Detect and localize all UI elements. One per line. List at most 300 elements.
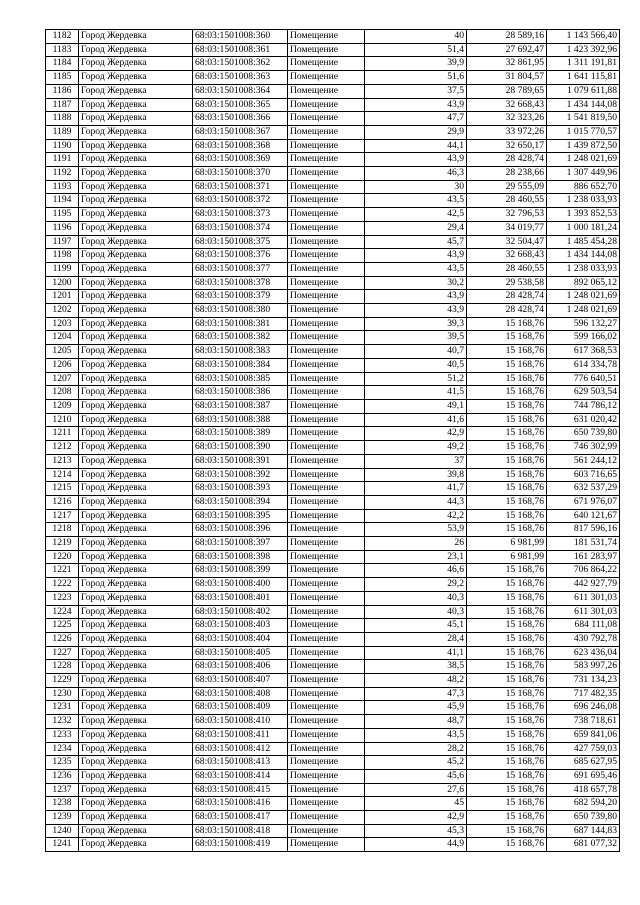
unit-value-cell: 15 168,76 (467, 619, 547, 633)
cadastral-value-cell: 682 594,20 (547, 797, 620, 811)
table-row (46, 797, 620, 811)
cadastral-value-cell: 671 976,07 (547, 495, 620, 509)
unit-value-cell: 15 168,76 (467, 701, 547, 715)
property-table (45, 29, 620, 852)
cadastral-value-cell: 1 248 021,69 (547, 304, 620, 318)
table-row (46, 454, 620, 468)
unit-value-cell: 32 323,26 (467, 112, 547, 126)
unit-value-cell: 15 168,76 (467, 468, 547, 482)
object-type-cell: Помещение (288, 523, 365, 537)
row-number-cell: 1189 (46, 125, 79, 139)
cadastral-value-cell: 1 485 454,28 (547, 235, 620, 249)
area-cell: 49,2 (365, 441, 467, 455)
unit-value-cell: 15 168,76 (467, 646, 547, 660)
table-row (46, 756, 620, 770)
cadastral-value-cell: 1 307 449,96 (547, 167, 620, 181)
row-number-cell: 1233 (46, 728, 79, 742)
table-row (46, 345, 620, 359)
area-cell: 51,6 (365, 71, 467, 85)
row-number-cell: 1183 (46, 43, 79, 57)
cadastral-value-cell: 1 238 033,93 (547, 194, 620, 208)
unit-value-cell: 15 168,76 (467, 578, 547, 592)
object-type-cell: Помещение (288, 591, 365, 605)
table-row (46, 276, 620, 290)
object-type-cell: Помещение (288, 153, 365, 167)
area-cell: 27,6 (365, 783, 467, 797)
cadastral-number-cell: 68:03:1501008:365 (193, 98, 288, 112)
cadastral-number-cell: 68:03:1501008:416 (193, 797, 288, 811)
locality-cell: Город Жердевка (79, 811, 193, 825)
cadastral-number-cell: 68:03:1501008:395 (193, 509, 288, 523)
object-type-cell: Помещение (288, 98, 365, 112)
table-row (46, 811, 620, 825)
object-type-cell: Помещение (288, 619, 365, 633)
locality-cell: Город Жердевка (79, 427, 193, 441)
row-number-cell: 1223 (46, 591, 79, 605)
object-type-cell: Помещение (288, 43, 365, 57)
cadastral-number-cell: 68:03:1501008:360 (193, 30, 288, 44)
row-number-cell: 1213 (46, 454, 79, 468)
table-row (46, 317, 620, 331)
area-cell: 28,2 (365, 742, 467, 756)
object-type-cell: Помещение (288, 208, 365, 222)
row-number-cell: 1240 (46, 824, 79, 838)
row-number-cell: 1235 (46, 756, 79, 770)
unit-value-cell: 15 168,76 (467, 564, 547, 578)
table-row (46, 468, 620, 482)
cadastral-number-cell: 68:03:1501008:419 (193, 838, 288, 852)
object-type-cell: Помещение (288, 769, 365, 783)
locality-cell: Город Жердевка (79, 687, 193, 701)
object-type-cell: Помещение (288, 112, 365, 126)
unit-value-cell: 6 981,99 (467, 550, 547, 564)
row-number-cell: 1208 (46, 386, 79, 400)
table-row (46, 701, 620, 715)
cadastral-number-cell: 68:03:1501008:388 (193, 413, 288, 427)
object-type-cell: Помещение (288, 824, 365, 838)
object-type-cell: Помещение (288, 290, 365, 304)
unit-value-cell: 15 168,76 (467, 756, 547, 770)
table-row (46, 619, 620, 633)
locality-cell: Город Жердевка (79, 399, 193, 413)
cadastral-value-cell: 659 841,06 (547, 728, 620, 742)
row-number-cell: 1239 (46, 811, 79, 825)
row-number-cell: 1198 (46, 249, 79, 263)
area-cell: 26 (365, 537, 467, 551)
cadastral-number-cell: 68:03:1501008:394 (193, 495, 288, 509)
unit-value-cell: 32 650,17 (467, 139, 547, 153)
unit-value-cell: 15 168,76 (467, 742, 547, 756)
cadastral-value-cell: 1 248 021,69 (547, 290, 620, 304)
cadastral-value-cell: 696 246,08 (547, 701, 620, 715)
unit-value-cell: 15 168,76 (467, 797, 547, 811)
area-cell: 28,4 (365, 632, 467, 646)
locality-cell: Город Жердевка (79, 249, 193, 263)
locality-cell: Город Жердевка (79, 824, 193, 838)
cadastral-number-cell: 68:03:1501008:417 (193, 811, 288, 825)
unit-value-cell: 28 789,65 (467, 84, 547, 98)
unit-value-cell: 15 168,76 (467, 769, 547, 783)
unit-value-cell: 15 168,76 (467, 824, 547, 838)
unit-value-cell: 15 168,76 (467, 331, 547, 345)
table-row (46, 399, 620, 413)
area-cell: 39,3 (365, 317, 467, 331)
cadastral-value-cell: 738 718,61 (547, 715, 620, 729)
cadastral-number-cell: 68:03:1501008:404 (193, 632, 288, 646)
locality-cell: Город Жердевка (79, 71, 193, 85)
unit-value-cell: 15 168,76 (467, 317, 547, 331)
cadastral-value-cell: 1 423 392,96 (547, 43, 620, 57)
cadastral-value-cell: 611 301,03 (547, 605, 620, 619)
cadastral-value-cell: 1 439 872,50 (547, 139, 620, 153)
locality-cell: Город Жердевка (79, 112, 193, 126)
area-cell: 45,9 (365, 701, 467, 715)
cadastral-number-cell: 68:03:1501008:367 (193, 125, 288, 139)
unit-value-cell: 32 668,43 (467, 249, 547, 263)
object-type-cell: Помещение (288, 537, 365, 551)
cadastral-number-cell: 68:03:1501008:391 (193, 454, 288, 468)
locality-cell: Город Жердевка (79, 262, 193, 276)
row-number-cell: 1227 (46, 646, 79, 660)
object-type-cell: Помещение (288, 441, 365, 455)
cadastral-value-cell: 1 541 819,50 (547, 112, 620, 126)
locality-cell: Город Жердевка (79, 139, 193, 153)
unit-value-cell: 15 168,76 (467, 386, 547, 400)
cadastral-value-cell: 650 739,80 (547, 427, 620, 441)
cadastral-value-cell: 744 786,12 (547, 399, 620, 413)
cadastral-number-cell: 68:03:1501008:382 (193, 331, 288, 345)
area-cell: 29,4 (365, 221, 467, 235)
area-cell: 45,2 (365, 756, 467, 770)
cadastral-value-cell: 599 166,02 (547, 331, 620, 345)
area-cell: 45,7 (365, 235, 467, 249)
cadastral-number-cell: 68:03:1501008:400 (193, 578, 288, 592)
area-cell: 42,9 (365, 811, 467, 825)
table-row (46, 427, 620, 441)
row-number-cell: 1212 (46, 441, 79, 455)
cadastral-number-cell: 68:03:1501008:389 (193, 427, 288, 441)
locality-cell: Город Жердевка (79, 372, 193, 386)
area-cell: 39,5 (365, 331, 467, 345)
cadastral-value-cell: 442 927,79 (547, 578, 620, 592)
cadastral-number-cell: 68:03:1501008:368 (193, 139, 288, 153)
locality-cell: Город Жердевка (79, 728, 193, 742)
area-cell: 39,9 (365, 57, 467, 71)
cadastral-number-cell: 68:03:1501008:396 (193, 523, 288, 537)
object-type-cell: Помещение (288, 194, 365, 208)
table-row (46, 180, 620, 194)
table-row (46, 167, 620, 181)
unit-value-cell: 15 168,76 (467, 811, 547, 825)
area-cell: 43,5 (365, 194, 467, 208)
cadastral-value-cell: 1 434 144,08 (547, 98, 620, 112)
cadastral-value-cell: 817 596,16 (547, 523, 620, 537)
object-type-cell: Помещение (288, 304, 365, 318)
locality-cell: Город Жердевка (79, 413, 193, 427)
row-number-cell: 1230 (46, 687, 79, 701)
area-cell: 40,3 (365, 591, 467, 605)
object-type-cell: Помещение (288, 125, 365, 139)
locality-cell: Город Жердевка (79, 167, 193, 181)
area-cell: 30 (365, 180, 467, 194)
table-body (46, 30, 620, 852)
area-cell: 47,7 (365, 112, 467, 126)
object-type-cell: Помещение (288, 660, 365, 674)
cadastral-value-cell: 650 739,80 (547, 811, 620, 825)
cadastral-value-cell: 632 537,29 (547, 482, 620, 496)
cadastral-number-cell: 68:03:1501008:385 (193, 372, 288, 386)
unit-value-cell: 15 168,76 (467, 482, 547, 496)
locality-cell: Город Жердевка (79, 331, 193, 345)
table-row (46, 249, 620, 263)
cadastral-value-cell: 687 144,83 (547, 824, 620, 838)
table-row (46, 331, 620, 345)
object-type-cell: Помещение (288, 358, 365, 372)
row-number-cell: 1206 (46, 358, 79, 372)
row-number-cell: 1190 (46, 139, 79, 153)
object-type-cell: Помещение (288, 632, 365, 646)
table-row (46, 783, 620, 797)
area-cell: 42,2 (365, 509, 467, 523)
object-type-cell: Помещение (288, 71, 365, 85)
object-type-cell: Помещение (288, 646, 365, 660)
unit-value-cell: 32 861,95 (467, 57, 547, 71)
cadastral-number-cell: 68:03:1501008:364 (193, 84, 288, 98)
document-page (45, 29, 620, 852)
object-type-cell: Помещение (288, 482, 365, 496)
table-row (46, 386, 620, 400)
row-number-cell: 1231 (46, 701, 79, 715)
object-type-cell: Помещение (288, 57, 365, 71)
cadastral-value-cell: 418 657,78 (547, 783, 620, 797)
cadastral-number-cell: 68:03:1501008:378 (193, 276, 288, 290)
object-type-cell: Помещение (288, 550, 365, 564)
object-type-cell: Помещение (288, 276, 365, 290)
unit-value-cell: 15 168,76 (467, 427, 547, 441)
cadastral-value-cell: 1 143 566,40 (547, 30, 620, 44)
area-cell: 40,7 (365, 345, 467, 359)
locality-cell: Город Жердевка (79, 317, 193, 331)
area-cell: 53,9 (365, 523, 467, 537)
table-row (46, 482, 620, 496)
locality-cell: Город Жердевка (79, 701, 193, 715)
table-row (46, 262, 620, 276)
cadastral-number-cell: 68:03:1501008:406 (193, 660, 288, 674)
area-cell: 38,5 (365, 660, 467, 674)
cadastral-number-cell: 68:03:1501008:380 (193, 304, 288, 318)
table-row (46, 194, 620, 208)
cadastral-number-cell: 68:03:1501008:363 (193, 71, 288, 85)
cadastral-value-cell: 617 368,53 (547, 345, 620, 359)
cadastral-value-cell: 161 283,97 (547, 550, 620, 564)
row-number-cell: 1210 (46, 413, 79, 427)
table-row (46, 139, 620, 153)
locality-cell: Город Жердевка (79, 30, 193, 44)
cadastral-number-cell: 68:03:1501008:370 (193, 167, 288, 181)
cadastral-value-cell: 614 334,78 (547, 358, 620, 372)
area-cell: 47,3 (365, 687, 467, 701)
locality-cell: Город Жердевка (79, 495, 193, 509)
unit-value-cell: 15 168,76 (467, 632, 547, 646)
locality-cell: Город Жердевка (79, 742, 193, 756)
cadastral-value-cell: 623 436,04 (547, 646, 620, 660)
cadastral-value-cell: 684 111,08 (547, 619, 620, 633)
cadastral-number-cell: 68:03:1501008:377 (193, 262, 288, 276)
row-number-cell: 1229 (46, 674, 79, 688)
cadastral-value-cell: 886 652,70 (547, 180, 620, 194)
object-type-cell: Помещение (288, 84, 365, 98)
object-type-cell: Помещение (288, 728, 365, 742)
object-type-cell: Помещение (288, 715, 365, 729)
area-cell: 40,5 (365, 358, 467, 372)
area-cell: 45 (365, 797, 467, 811)
locality-cell: Город Жердевка (79, 43, 193, 57)
row-number-cell: 1201 (46, 290, 79, 304)
object-type-cell: Помещение (288, 427, 365, 441)
cadastral-value-cell: 629 503,54 (547, 386, 620, 400)
object-type-cell: Помещение (288, 30, 365, 44)
unit-value-cell: 15 168,76 (467, 413, 547, 427)
object-type-cell: Помещение (288, 509, 365, 523)
locality-cell: Город Жердевка (79, 537, 193, 551)
object-type-cell: Помещение (288, 838, 365, 852)
locality-cell: Город Жердевка (79, 591, 193, 605)
area-cell: 43,9 (365, 98, 467, 112)
table-row (46, 769, 620, 783)
cadastral-value-cell: 892 065,12 (547, 276, 620, 290)
cadastral-value-cell: 706 864,22 (547, 564, 620, 578)
locality-cell: Город Жердевка (79, 632, 193, 646)
table-row (46, 153, 620, 167)
cadastral-value-cell: 603 716,65 (547, 468, 620, 482)
area-cell: 30,2 (365, 276, 467, 290)
locality-cell: Город Жердевка (79, 564, 193, 578)
cadastral-number-cell: 68:03:1501008:386 (193, 386, 288, 400)
object-type-cell: Помещение (288, 139, 365, 153)
cadastral-value-cell: 1 393 852,53 (547, 208, 620, 222)
cadastral-number-cell: 68:03:1501008:379 (193, 290, 288, 304)
cadastral-value-cell: 1 311 191,81 (547, 57, 620, 71)
table-row (46, 550, 620, 564)
table-row (46, 43, 620, 57)
row-number-cell: 1197 (46, 235, 79, 249)
area-cell: 39,8 (365, 468, 467, 482)
cadastral-number-cell: 68:03:1501008:383 (193, 345, 288, 359)
locality-cell: Город Жердевка (79, 550, 193, 564)
cadastral-number-cell: 68:03:1501008:387 (193, 399, 288, 413)
row-number-cell: 1238 (46, 797, 79, 811)
cadastral-number-cell: 68:03:1501008:390 (193, 441, 288, 455)
cadastral-number-cell: 68:03:1501008:362 (193, 57, 288, 71)
object-type-cell: Помещение (288, 783, 365, 797)
unit-value-cell: 34 019,77 (467, 221, 547, 235)
unit-value-cell: 15 168,76 (467, 345, 547, 359)
object-type-cell: Помещение (288, 564, 365, 578)
row-number-cell: 1204 (46, 331, 79, 345)
unit-value-cell: 28 238,66 (467, 167, 547, 181)
cadastral-number-cell: 68:03:1501008:415 (193, 783, 288, 797)
cadastral-number-cell: 68:03:1501008:371 (193, 180, 288, 194)
table-row (46, 646, 620, 660)
cadastral-number-cell: 68:03:1501008:393 (193, 482, 288, 496)
locality-cell: Город Жердевка (79, 153, 193, 167)
table-row (46, 495, 620, 509)
area-cell: 51,2 (365, 372, 467, 386)
locality-cell: Город Жердевка (79, 386, 193, 400)
object-type-cell: Помещение (288, 317, 365, 331)
unit-value-cell: 15 168,76 (467, 399, 547, 413)
object-type-cell: Помещение (288, 674, 365, 688)
object-type-cell: Помещение (288, 756, 365, 770)
unit-value-cell: 28 460,55 (467, 194, 547, 208)
object-type-cell: Помещение (288, 495, 365, 509)
row-number-cell: 1218 (46, 523, 79, 537)
cadastral-number-cell: 68:03:1501008:397 (193, 537, 288, 551)
cadastral-number-cell: 68:03:1501008:418 (193, 824, 288, 838)
locality-cell: Город Жердевка (79, 290, 193, 304)
cadastral-number-cell: 68:03:1501008:409 (193, 701, 288, 715)
object-type-cell: Помещение (288, 797, 365, 811)
table-row (46, 71, 620, 85)
table-row (46, 687, 620, 701)
locality-cell: Город Жердевка (79, 674, 193, 688)
locality-cell: Город Жердевка (79, 221, 193, 235)
cadastral-value-cell: 427 759,03 (547, 742, 620, 756)
cadastral-value-cell: 685 627,95 (547, 756, 620, 770)
table-row (46, 413, 620, 427)
row-number-cell: 1217 (46, 509, 79, 523)
unit-value-cell: 29 538,58 (467, 276, 547, 290)
unit-value-cell: 32 504,47 (467, 235, 547, 249)
row-number-cell: 1216 (46, 495, 79, 509)
locality-cell: Город Жердевка (79, 358, 193, 372)
table-row (46, 208, 620, 222)
locality-cell: Город Жердевка (79, 797, 193, 811)
unit-value-cell: 15 168,76 (467, 660, 547, 674)
locality-cell: Город Жердевка (79, 276, 193, 290)
table-row (46, 537, 620, 551)
cadastral-number-cell: 68:03:1501008:413 (193, 756, 288, 770)
area-cell: 51,4 (365, 43, 467, 57)
cadastral-value-cell: 430 792,78 (547, 632, 620, 646)
table-row (46, 578, 620, 592)
unit-value-cell: 15 168,76 (467, 358, 547, 372)
unit-value-cell: 15 168,76 (467, 715, 547, 729)
locality-cell: Город Жердевка (79, 84, 193, 98)
object-type-cell: Помещение (288, 413, 365, 427)
unit-value-cell: 28 460,55 (467, 262, 547, 276)
object-type-cell: Помещение (288, 605, 365, 619)
cadastral-number-cell: 68:03:1501008:405 (193, 646, 288, 660)
cadastral-value-cell: 1 238 033,93 (547, 262, 620, 276)
row-number-cell: 1211 (46, 427, 79, 441)
locality-cell: Город Жердевка (79, 783, 193, 797)
table-row (46, 715, 620, 729)
cadastral-number-cell: 68:03:1501008:399 (193, 564, 288, 578)
table-row (46, 30, 620, 44)
locality-cell: Город Жердевка (79, 235, 193, 249)
cadastral-value-cell: 611 301,03 (547, 591, 620, 605)
locality-cell: Город Жердевка (79, 194, 193, 208)
table-row (46, 591, 620, 605)
cadastral-value-cell: 1 641 115,81 (547, 71, 620, 85)
locality-cell: Город Жердевка (79, 619, 193, 633)
object-type-cell: Помещение (288, 372, 365, 386)
area-cell: 43,9 (365, 304, 467, 318)
area-cell: 41,7 (365, 482, 467, 496)
cadastral-number-cell: 68:03:1501008:381 (193, 317, 288, 331)
cadastral-number-cell: 68:03:1501008:402 (193, 605, 288, 619)
